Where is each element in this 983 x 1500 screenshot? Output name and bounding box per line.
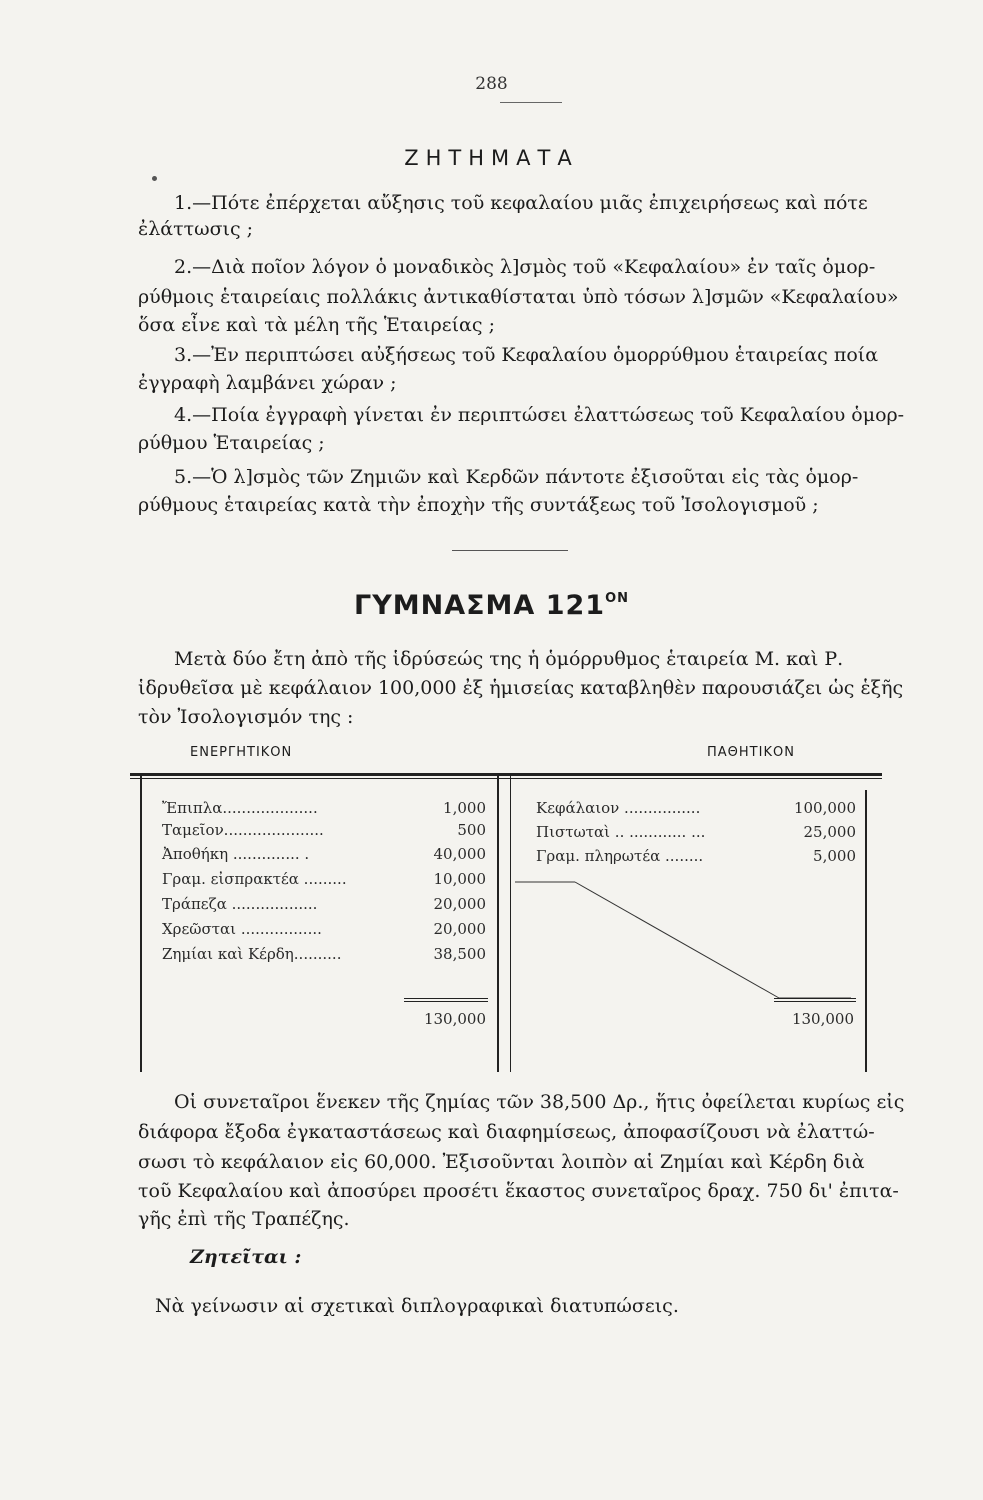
question-1-line-1: 1.—Πότε ἐπέρχεται αὔξησις τοῦ κεφαλαίου μιᾶς ἐπιχειρήσεως καὶ πότε <box>174 192 868 214</box>
asked-label: Ζητεῖται : <box>190 1246 302 1268</box>
asset-label: Ζημίαι καὶ Κέρδη.......... <box>162 945 342 963</box>
asset-value: 500 <box>457 821 486 839</box>
liability-label: Πιστωταὶ .. ............ ... <box>536 823 706 841</box>
asset-label: Τράπεζα .................. <box>162 895 318 913</box>
exercise-title-text: ΓΥΜΝΑΣΜΑ 121 <box>353 590 606 621</box>
conclusion-line-1: Οἱ συνεταῖροι ἕνεκεν τῆς ζημίας τῶν 38,500 Δρ., ἥτις ὀφείλεται κυρίως εἰς <box>174 1091 905 1113</box>
liability-value: 5,000 <box>813 847 856 865</box>
question-1-line-2: ἐλάττωσις ; <box>138 218 254 240</box>
asset-label: Ἔπιπλα.................... <box>162 799 318 817</box>
asset-value: 1,000 <box>443 799 486 817</box>
question-5-line-1: 5.—Ὁ λ]σμὸς τῶν Ζημιῶν καὶ Κερδῶν πάντοτε ἐξισοῦται εἰς τὰς ὁμορ- <box>174 466 859 488</box>
conclusion-line-5: γῆς ἐπὶ τῆς Τραπέζης. <box>138 1208 350 1230</box>
liability-row <box>536 846 856 866</box>
intro-line-3: τὸν Ἰσολογισμόν της : <box>138 706 354 728</box>
question-2-line-3: ὅσα εἶνε καὶ τὰ μέλη τῆς Ἑταιρείας ; <box>138 314 495 336</box>
question-2-line-1: 2.—Διὰ ποῖον λόγον ὁ μοναδικὸς λ]σμὸς τοῦ «Κεφαλαίου» ἐν ταῖς ὁμορ- <box>174 256 876 278</box>
balance-top-rule-thin <box>130 778 882 779</box>
question-5-line-2: ρύθμους ἑταιρείας κατὰ τὴν ἐποχὴν τῆς συντάξεως τοῦ Ἰσολογισμοῦ ; <box>138 494 819 516</box>
asset-row <box>162 869 486 889</box>
asset-label: Ταμεῖον..................... <box>162 821 324 839</box>
ink-dot <box>152 176 157 181</box>
asset-row <box>162 944 486 964</box>
questions-title: ΖΗΤΗΜΑΤΑ <box>404 146 579 170</box>
liability-row <box>536 798 856 818</box>
exercise-title-superscript: ΟΝ <box>605 591 630 606</box>
question-4-line-2: ρύθμου Ἑταιρείας ; <box>138 432 325 454</box>
asset-row <box>162 844 486 864</box>
liability-value: 25,000 <box>803 823 856 841</box>
question-3-line-1: 3.—Ἐν περιπτώσει αὐξήσεως τοῦ Κεφαλαίου ὁμορρύθμου ἑταιρείας ποία <box>174 344 879 366</box>
asset-value: 20,000 <box>433 895 486 913</box>
asset-row <box>162 820 486 840</box>
question-3-line-2: ἐγγραφὴ λαμβάνει χώραν ; <box>138 372 397 394</box>
page-number: 288 <box>475 74 508 94</box>
liability-label: Γραμ. πληρωτέα ........ <box>536 847 704 865</box>
question-4-line-1: 4.—Ποία ἐγγραφὴ γίνεται ἐν περιπτώσει ἐλαττώσεως τοῦ Κεφαλαίου ὁμορ- <box>174 404 905 426</box>
section-divider <box>452 550 568 551</box>
liabilities-total-rule-double <box>774 1001 856 1002</box>
balance-top-rule <box>130 773 882 776</box>
conclusion-line-3: σωσι τὸ κεφάλαιον εἰς 60,000. Ἐξισοῦνται λοιπὸν αἱ Ζημίαι καὶ Κέρδη διὰ <box>138 1151 865 1173</box>
intro-line-1: Μετὰ δύο ἔτη ἀπὸ τῆς ἱδρύσεώς της ἡ ὁμόρρυθμος ἑταιρεία Μ. καὶ Ρ. <box>174 648 844 670</box>
asset-row <box>162 798 486 818</box>
intro-line-2: ἱδρυθεῖσα μὲ κεφάλαιον 100,000 ἐξ ἡμισείας καταβληθὲν παρουσιάζει ὡς ἑξῆς <box>138 677 904 699</box>
assets-total-rule <box>404 998 488 999</box>
assets-total: 130,000 <box>423 1010 486 1028</box>
assets-total-rule-double <box>404 1001 488 1002</box>
question-2-line-2: ρύθμοις ἑταιρείαις πολλάκις ἀντικαθίσταται ὑπὸ τόσων λ]σμῶν «Κεφαλαίου» <box>138 286 899 308</box>
task-text: Νὰ γείνωσιν αἱ σχετικαὶ διπλογραφικαὶ διατυπώσεις. <box>155 1295 679 1317</box>
conclusion-line-4: τοῦ Κεφαλαίου καὶ ἀποσύρει προσέτι ἕκαστος συνεταῖρος δραχ. 750 δι' ἐπιτα- <box>138 1180 899 1202</box>
liability-label: Κεφάλαιον ................ <box>536 799 701 817</box>
asset-value: 20,000 <box>433 920 486 938</box>
balance-center-divider <box>497 776 499 1072</box>
asset-value: 40,000 <box>433 845 486 863</box>
balance-left-border <box>140 776 142 1072</box>
liabilities-total-rule <box>774 998 856 999</box>
asset-label: Γραμ. εἰσπρακτέα ......... <box>162 870 347 888</box>
liability-row <box>536 822 856 842</box>
liabilities-header: ΠΑΘΗΤΙΚΟΝ <box>707 745 795 760</box>
asset-row <box>162 894 486 914</box>
page-number-rule <box>500 102 562 103</box>
conclusion-line-2: διάφορα ἔξοδα ἐγκαταστάσεως καὶ διαφημίσεως, ἀποφασίζουσι νὰ ἐλαττώ- <box>138 1121 875 1143</box>
closing-diagonal-line <box>511 870 871 1010</box>
asset-label: Ἀποθήκη .............. . <box>162 845 310 863</box>
asset-value: 10,000 <box>433 870 486 888</box>
assets-header: ΕΝΕΡΓΗΤΙΚΟΝ <box>190 745 293 760</box>
liability-value: 100,000 <box>793 799 856 817</box>
asset-label: Χρεῶσται ................. <box>162 920 322 938</box>
liabilities-total: 130,000 <box>791 1010 854 1028</box>
asset-value: 38,500 <box>433 945 486 963</box>
exercise-title <box>0 590 983 621</box>
asset-row <box>162 919 486 939</box>
